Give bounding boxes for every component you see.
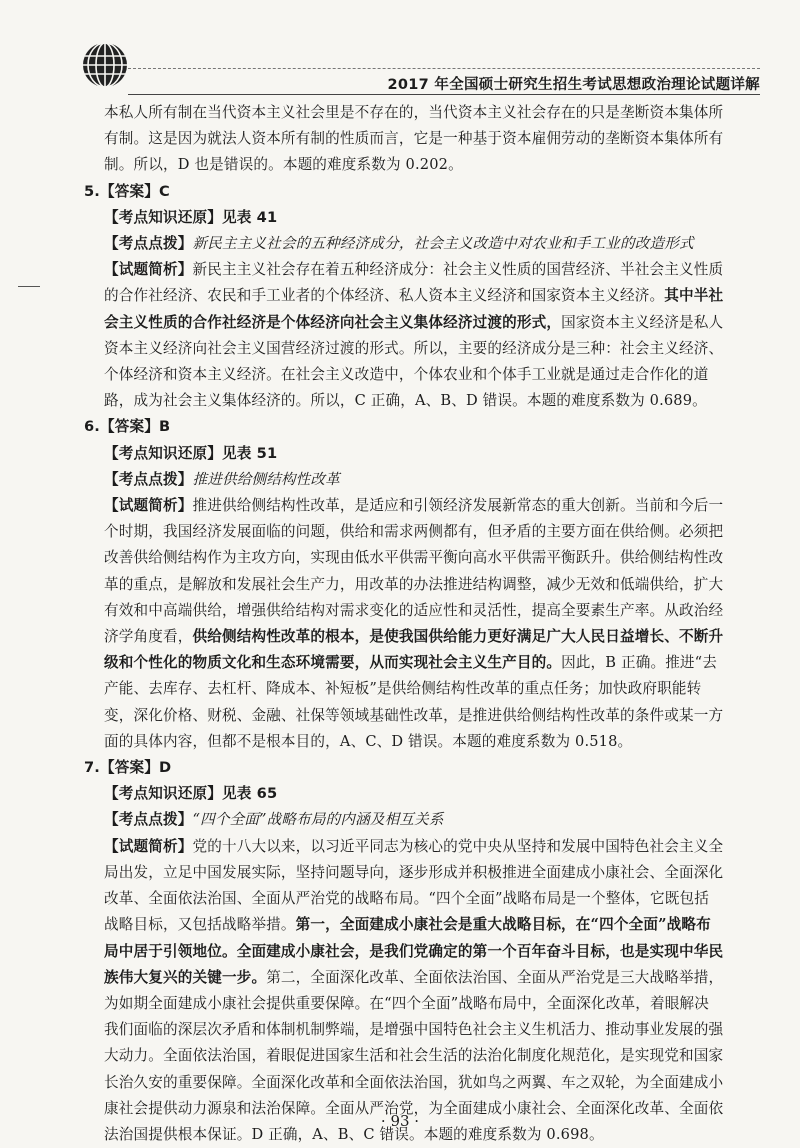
q5-key-point: 【考点点拨】新民主主义社会的五种经济成分，社会主义改造中对农业和手工业的改造形式 (104, 235, 694, 253)
q6-analysis-line: 面的具体内容，但都不是根本目的，A、C、D 错误。本题的难度系数为 0.518。 (104, 732, 633, 750)
q5-analysis-line: 会主义性质的合作社经济是个体经济向社会主义集体经济过渡的形式，国家资本主义经济是私人 (104, 313, 724, 331)
q7-knowledge-ref: 【考点知识还原】见表 65 (104, 785, 278, 803)
q7-analysis-line: 为如期全面建成小康社会提供重要保障。在“四个全面”战略布局中，全面深化改革，着眼解决 (104, 994, 709, 1012)
q5-analysis-line: 资本主义经济向社会主义国营经济过渡的形式。所以，主要的经济成分是三种：社会主义经济、 (104, 339, 724, 357)
q5-block (84, 179, 774, 415)
q6-analysis-line: 产能、去库存、去杠杆、降成本、补短板”是供给侧结构性改革的重点任务；加快政府职能转 (104, 680, 702, 698)
q5-analysis-line: 【试题简析】新民主主义社会存在着五种经济成分：社会主义性质的国营经济、半社会主义性质 (104, 261, 724, 279)
page-header (0, 0, 800, 95)
text-line: 制。所以，D 也是错误的。本题的难度系数为 0.202。 (104, 156, 463, 174)
q6-analysis-line: 改善供给侧结构作为主攻方向，实现由低水平供需平衡向高水平供需平衡跃升。供给侧结构性改 (104, 549, 724, 567)
q5-analysis-line: 个体经济和资本主义经济。在社会主义改造中，个体农业和个体手工业就是通过走合作化的道 (104, 366, 709, 384)
globe-logo-icon (80, 40, 130, 90)
header-rule (128, 94, 760, 95)
q7-analysis-line: 法治国提供根本保证。D 正确，A、B、C 错误。本题的难度系数为 0.698。 (104, 1125, 604, 1143)
q6-block (84, 414, 774, 755)
q6-analysis-line: 革的重点，是解放和发展社会生产力，用改革的办法推进结构调整，减少无效和低端供给，扩大 (104, 575, 724, 593)
answer-explanations (84, 100, 774, 1148)
header-dashed-rule (128, 68, 760, 69)
q5-analysis-line: 路，成为社会主义集体经济的。所以，C 正确，A、B、D 错误。本题的难度系数为 0.689。 (104, 392, 707, 410)
q7-analysis-line: 我们面临的深层次矛盾和体制机制弊端，是增强中国特色社会主义生机活力、推动事业发展的强 (104, 1021, 724, 1039)
q6-knowledge-ref: 【考点知识还原】见表 51 (104, 444, 278, 462)
q7-analysis-line: 战略目标，又包括战略举措。第一，全面建成小康社会是重大战略目标，在“四个全面”战略布 (104, 916, 711, 934)
q6-key-point: 【考点点拨】推进供给侧结构性改革 (104, 470, 340, 488)
q7-analysis-line: 局中居于引领地位。全面建成小康社会，是我们党确定的第一个百年奋斗目标，也是实现中华民 (104, 942, 724, 960)
q7-analysis-line: 【试题简析】党的十八大以来，以习近平同志为核心的党中央从坚持和发展中国特色社会主义全 (104, 837, 724, 855)
text-line: 有制。这是因为就法人资本所有制的性质而言，它是一种基于资本雇佣劳动的垄断资本集体所有 (104, 130, 724, 148)
q6-analysis-line: 济学角度看，供给侧结构性改革的根本，是使我国供给能力更好满足广大人民日益增长、不断升 (104, 628, 724, 646)
margin-pencil-mark (18, 286, 40, 287)
q7-key-point: 【考点点拨】“四个全面”战略布局的内涵及相互关系 (104, 811, 444, 829)
text-line: 本私人所有制在当代资本主义社会里是不存在的，当代资本主义社会存在的只是垄断资本集体所 (104, 104, 724, 121)
q5-answer: 5.【答案】C (84, 182, 170, 200)
q6-analysis-line: 变，深化价格、财税、金融、社保等领域基础性改革，是推进供给侧结构性改革的条件或某一方 (104, 706, 724, 724)
q7-block (84, 755, 774, 1148)
q6-analysis-line: 有效和中高端供给，增强供给结构对需求变化的适应性和灵活性，提高全要素生产率。从政治经 (104, 601, 724, 619)
running-header-title: 2017 年全国硕士研究生招生考试思想政治理论试题详解 (387, 77, 760, 93)
q4-continuation (84, 100, 774, 179)
q5-knowledge-ref: 【考点知识还原】见表 41 (104, 208, 278, 226)
q6-answer: 6.【答案】B (84, 418, 171, 436)
q7-analysis-line: 改革、全面依法治国、全面从严治党的战略布局。“四个全面”战略布局是一个整体，它既包括 (104, 890, 709, 908)
q7-analysis-line: 局出发，立足中国发展实际，坚持问题导向，逐步形成并积极推进全面建成小康社会、全面深化 (104, 863, 724, 881)
q7-analysis-line: 康社会提供动力源泉和法治保障。全面从严治党，为全面建成小康社会、全面深化改革、全面依 (104, 1099, 724, 1117)
q7-analysis-line: 大动力。全面依法治国，着眼促进国家生活和社会生活的法治化制度化规范化，是实现党和国家 (104, 1047, 724, 1065)
q7-answer: 7.【答案】D (84, 759, 172, 777)
q5-analysis-line: 的合作社经济、农民和手工业者的个体经济、私人资本主义经济和国家资本主义经济。其中半社 (104, 287, 724, 305)
q7-analysis-line: 长治久安的重要保障。全面深化改革和全面依法治国，犹如鸟之两翼、车之双轮，为全面建成小 (104, 1073, 724, 1091)
q6-analysis-line: 个时期，我国经济发展面临的问题，供给和需求两侧都有，但矛盾的主要方面在供给侧。必须把 (104, 523, 724, 541)
q7-analysis-line: 族伟大复兴的关键一步。第二，全面深化改革、全面依法治国、全面从严治党是三大战略举措， (104, 968, 724, 986)
q6-analysis-line: 【试题简析】推进供给侧结构性改革，是适应和引领经济发展新常态的重大创新。当前和今后一 (104, 497, 724, 515)
q6-analysis-line: 级和个性化的物质文化和生态环境需要，从而实现社会主义生产目的。因此，B 正确。推进“去 (104, 654, 718, 672)
page-number: · 93 · (380, 1112, 420, 1130)
